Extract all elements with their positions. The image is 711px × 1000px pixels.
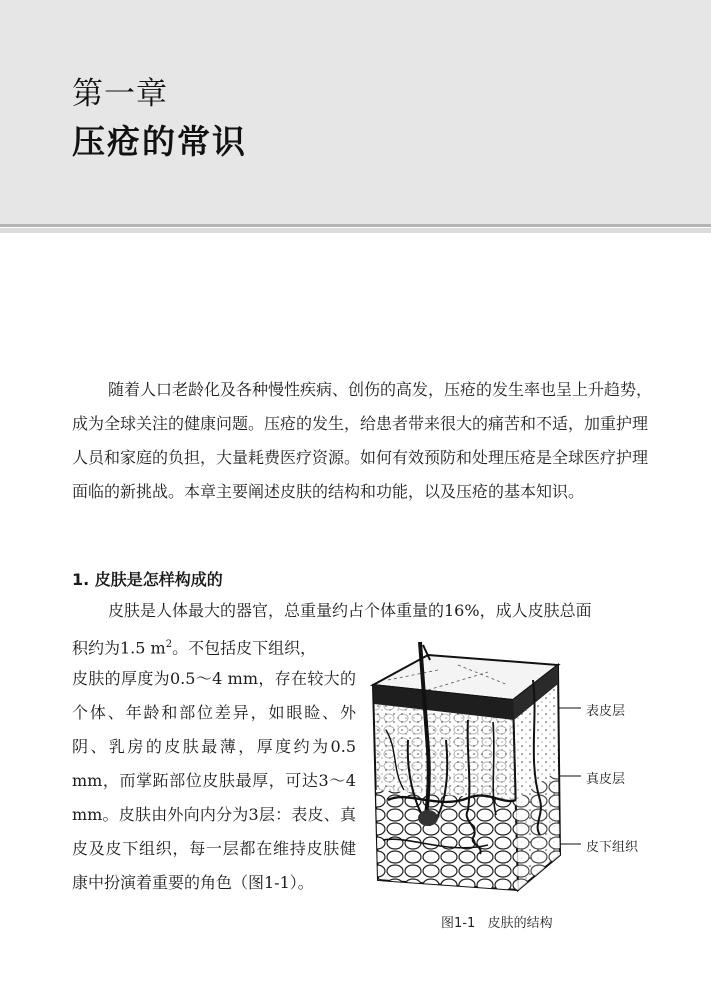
- chapter-title: 压疮的常识: [72, 122, 247, 161]
- figure-caption: 图1-1 皮肤的结构: [441, 916, 553, 931]
- epidermis-label: 表皮层: [586, 704, 626, 719]
- area-text: 积约为1.5 m: [72, 638, 166, 658]
- skin-structure-figure: [368, 640, 658, 900]
- section-paragraph-line: [72, 628, 372, 665]
- subcutis-label: 皮下组织: [586, 840, 639, 855]
- intro-paragraph: 随着人口老龄化及各种慢性疾病、创伤的高发，压疮的发生率也呈上升趋势，成为全球关注的健康问题。压疮的发生，给患者带来很大的痛苦和不适，加重护理人员和家庭的负担，大量耗费医疗资源。如何有效预防和处理压疮是全球医疗护理面临的新挑战。本章主要阐述皮肤的结构和功能，以及压疮的基本知识。: [72, 380, 653, 501]
- area-exponent: 2: [165, 639, 173, 650]
- chapter-number: 第一章: [72, 76, 168, 112]
- section-paragraph-body: 皮肤的厚度为0.5～4 mm，存在较大的个体、年龄和部位差异，如眼睑、外阴、乳房的皮肤最薄，厚度约为0.5 mm，而掌跖部位皮肤最厚，可达3～4 mm。皮肤由外向内分为3层：表皮、真皮及皮下组织，每一层都在维持皮肤健康中扮演着重要的角色（图1-1）。: [72, 669, 356, 892]
- section-paragraph-line: 皮肤是人体最大的器官，总重量约占个体重量的16%，成人皮肤总面: [108, 601, 592, 620]
- header-divider-shadow: [0, 228, 711, 233]
- area-suffix: 。不包括皮下组织，: [172, 638, 317, 658]
- section-heading: 1. 皮肤是怎样构成的: [72, 570, 223, 589]
- header-divider: [0, 224, 711, 227]
- dermis-label: 真皮层: [586, 772, 626, 787]
